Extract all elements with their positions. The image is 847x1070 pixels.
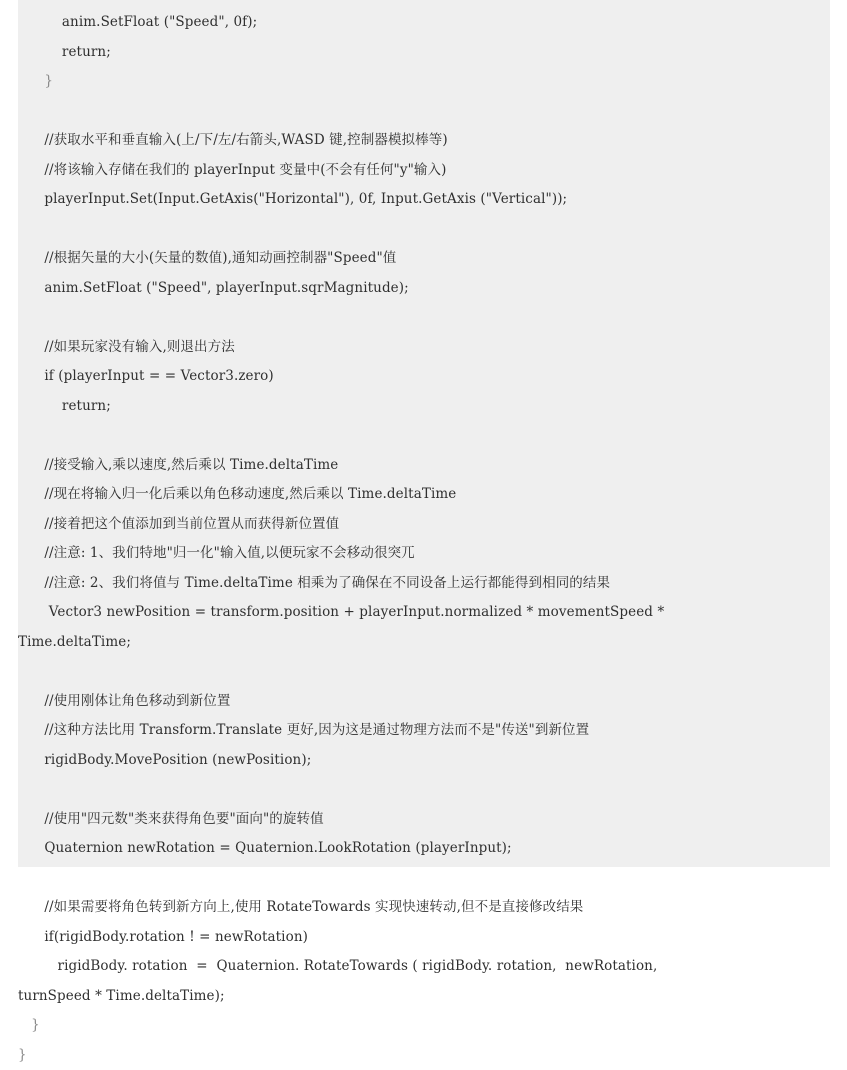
code-line-31: //如果需要将角色转到新方向上,使用 RotateTowards 实现快速转动,但不是直接修改结果 [18, 893, 830, 923]
code-line-34: turnSpeed * Time.deltaTime); [18, 982, 830, 1012]
code-line-33: rigidBody. rotation = Quaternion. RotateTowards ( rigidBody. rotation, newRotation, [18, 952, 830, 982]
code-line-14: return; [18, 392, 830, 422]
code-line-8 [18, 215, 830, 245]
code-line-36: } [18, 1041, 830, 1070]
code-line-26: rigidBody.MovePosition (newPosition); [18, 746, 830, 776]
code-line-23 [18, 657, 830, 687]
code-line-29: Quaternion newRotation = Quaternion.LookRotation (playerInput); [18, 834, 830, 864]
code-line-6: //将该输入存储在我们的 playerInput 变量中(不会有任何"y"输入) [18, 156, 830, 186]
code-line-10: anim.SetFloat ("Speed", playerInput.sqrMagnitude); [18, 274, 830, 304]
code-line-28: //使用"四元数"类来获得角色要"面向"的旋转值 [18, 805, 830, 835]
code-line-35: } [18, 1011, 830, 1041]
code-line-32: if(rigidBody.rotation ! = newRotation) [18, 923, 830, 953]
code-line-22: Time.deltaTime; [18, 628, 830, 658]
code-line-19: //注意: 1、我们特地"归一化"输入值,以便玩家不会移动很突兀 [18, 539, 830, 569]
code-line-3: } [18, 67, 830, 97]
code-line-25: //这种方法比用 Transform.Translate 更好,因为这是通过物理方法而不是"传送"到新位置 [18, 716, 830, 746]
code-line-27 [18, 775, 830, 805]
code-line-1: anim.SetFloat ("Speed", 0f); [18, 8, 830, 38]
code-line-2: return; [18, 38, 830, 68]
code-line-21: Vector3 newPosition = transform.position + playerInput.normalized * movementSpeed * [18, 598, 830, 628]
code-line-30 [18, 864, 830, 894]
code-line-17: //现在将输入归一化后乘以角色移动速度,然后乘以 Time.deltaTime [18, 480, 830, 510]
code-line-15 [18, 421, 830, 451]
code-line-24: //使用刚体让角色移动到新位置 [18, 687, 830, 717]
code-line-12: //如果玩家没有输入,则退出方法 [18, 333, 830, 363]
code-line-9: //根据矢量的大小(矢量的数值),通知动画控制器"Speed"值 [18, 244, 830, 274]
code-listing [18, 0, 830, 867]
code-line-4 [18, 97, 830, 127]
code-line-20: //注意: 2、我们将值与 Time.deltaTime 相乘为了确保在不同设备上运行都能得到相同的结果 [18, 569, 830, 599]
code-line-7: playerInput.Set(Input.GetAxis("Horizontal"), 0f, Input.GetAxis ("Vertical")); [18, 185, 830, 215]
code-line-16: //接受输入,乘以速度,然后乘以 Time.deltaTime [18, 451, 830, 481]
code-line-11 [18, 303, 830, 333]
code-line-18: //接着把这个值添加到当前位置从而获得新位置值 [18, 510, 830, 540]
code-line-5: //获取水平和垂直输入(上/下/左/右箭头,WASD 键,控制器模拟棒等) [18, 126, 830, 156]
code-line-13: if (playerInput = = Vector3.zero) [18, 362, 830, 392]
